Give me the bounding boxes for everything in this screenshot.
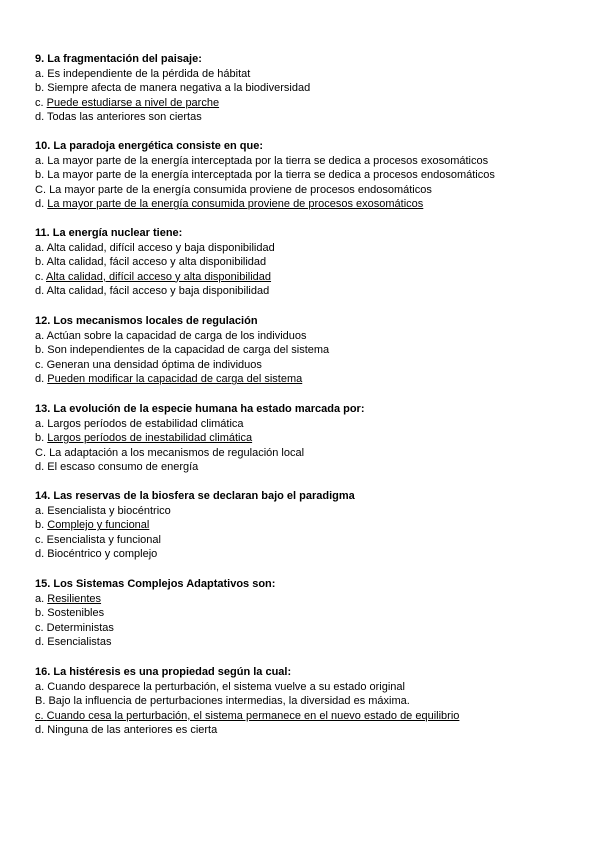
option-d	[35, 460, 575, 475]
option-d	[35, 547, 575, 562]
question-title: 14. Las reservas de la biosfera se declaran bajo el paradigma	[35, 490, 355, 502]
option-text: Alta calidad, difícil acceso y baja disponibilidad	[46, 241, 275, 254]
option-text: Siempre afecta de manera negativa a la biodiversidad	[47, 82, 311, 95]
option-prefix: b.	[35, 256, 45, 269]
option-prefix: c.	[35, 270, 44, 283]
option-a	[35, 154, 575, 169]
option-d	[35, 110, 575, 125]
option-c	[35, 96, 575, 111]
option-prefix: d.	[35, 285, 45, 298]
option-prefix: d.	[35, 111, 45, 124]
option-prefix: a.	[35, 154, 45, 167]
option-prefix: b.	[35, 82, 45, 95]
question-title: 10. La paradoja energética consiste en que:	[35, 140, 264, 152]
option-a	[35, 241, 575, 256]
option-prefix: b.	[35, 607, 45, 620]
option-text-underlined: Cuando cesa la perturbación, el sistema permanece en el nuevo estado de equilibrio	[46, 709, 460, 722]
option-prefix: b.	[35, 519, 45, 532]
option-b	[35, 694, 575, 709]
option-text-underlined: Resilientes	[47, 592, 102, 605]
option-text-underlined: Largos períodos de inestabilidad climática	[47, 432, 253, 445]
question-16	[35, 665, 575, 738]
option-a	[35, 67, 575, 82]
option-text: Ninguna de las anteriores es cierta	[47, 724, 218, 737]
option-d	[35, 635, 575, 650]
option-text: Biocéntrico y complejo	[47, 548, 158, 561]
option-text: El escaso consumo de energía	[47, 461, 199, 474]
question-title: 9. La fragmentación del paisaje:	[35, 53, 202, 65]
option-c	[35, 533, 575, 548]
option-b	[35, 168, 575, 183]
option-text: Sostenibles	[47, 607, 105, 620]
question-12	[35, 314, 575, 387]
option-prefix: C.	[35, 183, 46, 196]
option-text: La mayor parte de la energía consumida proviene de procesos endosomáticos	[49, 183, 432, 196]
option-prefix: b.	[35, 432, 45, 445]
question-11	[35, 226, 575, 299]
option-text: La adaptación a los mecanismos de regulación local	[49, 446, 305, 459]
option-prefix: d.	[35, 373, 45, 386]
option-c	[35, 446, 575, 461]
option-text-underlined: La mayor parte de la energía consumida proviene de procesos exosomáticos	[47, 198, 424, 211]
question-9	[35, 52, 575, 125]
option-prefix: c.	[35, 621, 44, 634]
option-text-underlined: Complejo y funcional	[47, 519, 150, 532]
option-text: La mayor parte de la energía interceptada por la tierra se dedica a procesos exosomáticos	[47, 154, 489, 167]
option-b	[35, 255, 575, 270]
option-prefix: a.	[35, 67, 45, 80]
option-a	[35, 680, 575, 695]
option-prefix: a.	[35, 504, 45, 517]
option-d	[35, 197, 575, 212]
option-prefix: c.	[35, 358, 44, 371]
question-title: 11. La energía nuclear tiene:	[35, 227, 183, 239]
option-b	[35, 606, 575, 621]
option-text: Deterministas	[46, 621, 114, 634]
option-a	[35, 504, 575, 519]
option-prefix: d.	[35, 548, 45, 561]
option-prefix: a.	[35, 592, 45, 605]
option-text: Esencialista y funcional	[46, 533, 161, 546]
option-text: Largos períodos de estabilidad climática	[47, 417, 244, 430]
option-prefix: d.	[35, 461, 45, 474]
option-c	[35, 183, 575, 198]
option-text: Esencialista y biocéntrico	[47, 504, 171, 517]
option-c	[35, 709, 575, 724]
option-text: Actúan sobre la capacidad de carga de los individuos	[46, 329, 307, 342]
question-title: 12. Los mecanismos locales de regulación	[35, 315, 258, 327]
option-text: Cuando desparece la perturbación, el sistema vuelve a su estado original	[47, 680, 405, 693]
option-prefix: b.	[35, 344, 45, 357]
option-prefix: d.	[35, 724, 45, 737]
option-text: Todas las anteriores son ciertas	[47, 111, 202, 124]
option-prefix: b.	[35, 169, 45, 182]
option-c	[35, 621, 575, 636]
option-prefix: a.	[35, 329, 45, 342]
option-text: Es independiente de la pérdida de hábitat	[47, 67, 251, 80]
question-15	[35, 577, 575, 650]
option-prefix: d.	[35, 636, 45, 649]
option-prefix: a.	[35, 241, 45, 254]
option-a	[35, 417, 575, 432]
question-10	[35, 139, 575, 212]
option-d	[35, 284, 575, 299]
option-prefix: c.	[35, 533, 44, 546]
option-text: La mayor parte de la energía interceptada por la tierra se dedica a procesos endosomáticos	[47, 169, 495, 182]
option-text: Esencialistas	[47, 636, 112, 649]
option-d	[35, 372, 575, 387]
option-b	[35, 81, 575, 96]
option-prefix: C.	[35, 446, 46, 459]
option-text: Generan una densidad óptima de individuos	[46, 358, 262, 371]
option-a	[35, 329, 575, 344]
option-prefix: d.	[35, 198, 45, 211]
question-title: 15. Los Sistemas Complejos Adaptativos son:	[35, 578, 276, 590]
question-title: 13. La evolución de la especie humana ha estado marcada por:	[35, 403, 365, 415]
option-prefix: B.	[35, 695, 46, 708]
option-text-underlined: Puede estudiarse a nivel de parche	[46, 96, 220, 109]
option-d	[35, 723, 575, 738]
option-prefix: a.	[35, 417, 45, 430]
question-13	[35, 402, 575, 475]
option-b	[35, 431, 575, 446]
option-text: Alta calidad, fácil acceso y baja disponibilidad	[46, 285, 270, 298]
option-prefix: a.	[35, 680, 45, 693]
option-b	[35, 343, 575, 358]
question-title: 16. La histéresis es una propiedad según la cual:	[35, 666, 292, 678]
option-text-underlined: Alta calidad, difícil acceso y alta disponibilidad	[46, 270, 272, 283]
option-text: Alta calidad, fácil acceso y alta disponibilidad	[46, 256, 267, 269]
option-prefix: c.	[35, 709, 44, 722]
option-text: Bajo la influencia de perturbaciones intermedias, la diversidad es máxima.	[48, 695, 410, 708]
option-c	[35, 270, 575, 285]
option-text-underlined: Pueden modificar la capacidad de carga del sistema	[47, 373, 303, 386]
option-b	[35, 518, 575, 533]
option-a	[35, 592, 575, 607]
option-text: Son independientes de la capacidad de carga del sistema	[47, 344, 330, 357]
option-prefix: c.	[35, 96, 44, 109]
option-c	[35, 358, 575, 373]
question-14	[35, 489, 575, 562]
